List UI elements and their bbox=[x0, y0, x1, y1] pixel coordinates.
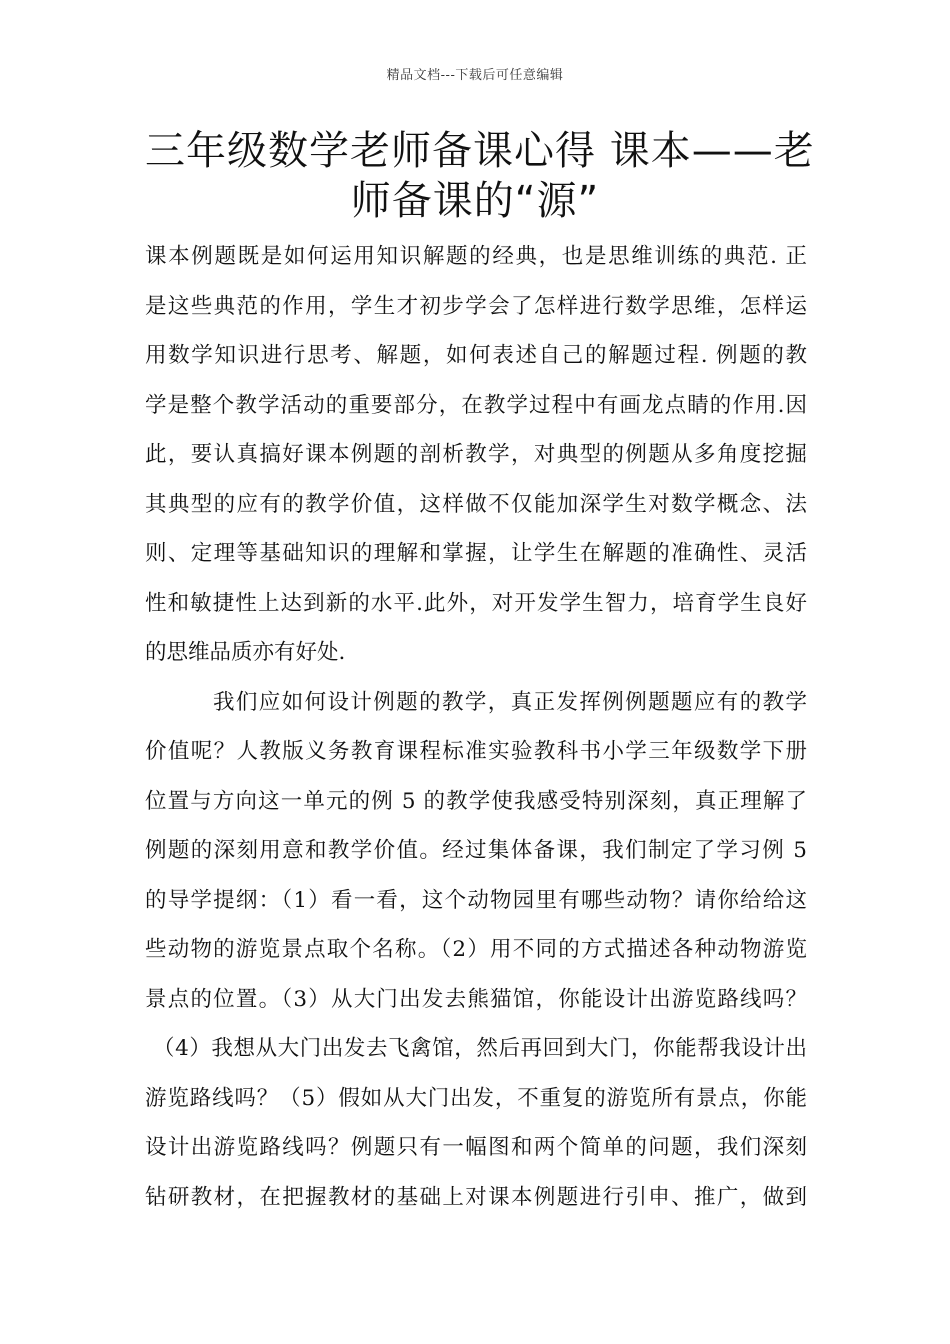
title-line-1: 三年级数学老师备课心得 课本——老 bbox=[145, 128, 815, 174]
document-body bbox=[145, 232, 807, 1222]
page-title bbox=[145, 126, 815, 226]
text-line: 价值呢？人教版义务教育课程标准实验教科书小学三年级数学下册 bbox=[145, 739, 807, 764]
text-line: 则、定理等基础知识的理解和掌握，让学生在解题的准确性、灵活 bbox=[145, 541, 807, 566]
text-line: 例题的深刻用意和教学价值。经过集体备课，我们制定了学习例 5 bbox=[145, 838, 807, 863]
text-line: （4）我想从大门出发去飞禽馆，然后再回到大门，你能帮我设计出 bbox=[153, 1036, 807, 1061]
paragraph-2 bbox=[145, 678, 807, 1223]
text-line: 的思维品质亦有好处. bbox=[145, 640, 346, 665]
text-line: 用数学知识进行思考、解题，如何表述自己的解题过程. 例题的教 bbox=[145, 343, 807, 368]
title-line-2: 师备课的“源” bbox=[350, 178, 600, 224]
text-line: 钻研教材，在把握教材的基础上对课本例题进行引申、推广，做到 bbox=[145, 1184, 807, 1210]
text-line: 课本例题既是如何运用知识解题的经典，也是思维训练的典范. 正 bbox=[145, 244, 807, 269]
text-line: 设计出游览路线吗？例题只有一幅图和两个简单的问题，我们深刻 bbox=[145, 1135, 807, 1160]
paragraph-1 bbox=[145, 232, 807, 678]
text-line: 此，要认真搞好课本例题的剖析教学，对典型的例题从多角度挖掘 bbox=[145, 442, 807, 467]
text-line: 游览路线吗？（5）假如从大门出发，不重复的游览所有景点，你能 bbox=[145, 1085, 807, 1111]
text-line: 的导学提纲：（1）看一看，这个动物园里有哪些动物？请你给给这 bbox=[145, 887, 807, 913]
text-line: 我们应如何设计例题的教学，真正发挥例例题题应有的教学 bbox=[213, 689, 807, 715]
header-note: 精品文档---下载后可任意编辑 bbox=[386, 68, 564, 83]
text-line: 位置与方向这一单元的例 5 的教学使我感受特别深刻，真正理解了 bbox=[145, 788, 807, 814]
text-line: 其典型的应有的教学价值，这样做不仅能加深学生对数学概念、法 bbox=[145, 491, 807, 517]
text-line: 学是整个教学活动的重要部分，在教学过程中有画龙点睛的作用.因 bbox=[145, 392, 807, 418]
text-line: 景点的位置。（3）从大门出发去熊猫馆，你能设计出游览路线吗？ bbox=[145, 986, 807, 1012]
text-line: 是这些典范的作用，学生才初步学会了怎样进行数学思维，怎样运 bbox=[145, 293, 807, 319]
text-line: 些动物的游览景点取个名称。（2）用不同的方式描述各种动物游览 bbox=[145, 937, 807, 962]
text-line: 性和敏捷性上达到新的水平.此外，对开发学生智力，培育学生良好 bbox=[145, 590, 807, 616]
